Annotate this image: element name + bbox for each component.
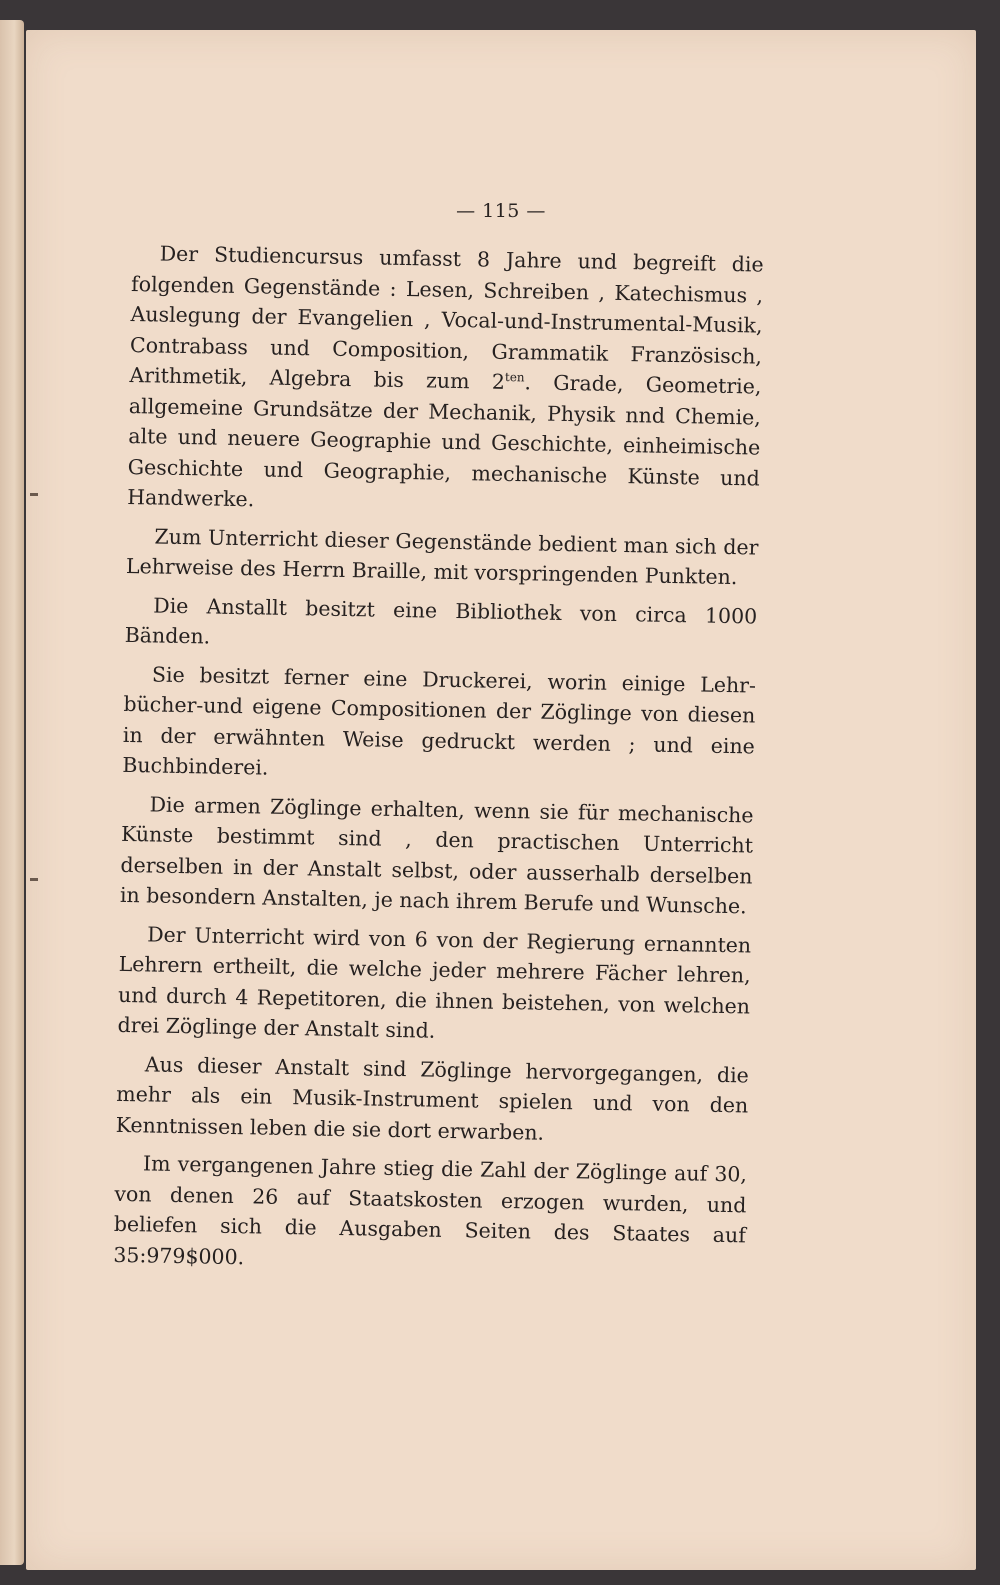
margin-mark	[30, 878, 38, 881]
paragraph-printing: Sie besitzt ferner eine Druckerei, worin einige Lehrbücher-und eigene Compositionen der Zöglinge von diesen in der erwähnten Weise gedruckt werden ; und eine Buchbinderei.	[122, 661, 757, 780]
paragraph-teachers: Der Unterricht wird von 6 von der Regierung ernannten Lehrern ertheilt, die welche jeder mehrere Fächer lehren, und durch 4 Repetitoren, die ihnen beistehen, von welchen drei Zöglinge der Anstalt sind.	[117, 921, 752, 1043]
previous-page-edge	[0, 20, 24, 1565]
book-page	[26, 30, 976, 1570]
paragraph-graduates: Aus dieser Anstalt sind Zöglinge hervorgegangen, die mehr als ein Musik-Instrument spielen und von den Kenntnissen leben die sie dort erwarben.	[115, 1051, 749, 1145]
margin-mark	[30, 493, 38, 496]
paragraph-curriculum	[127, 238, 764, 524]
body-text	[113, 238, 764, 1281]
paragraph-costs: Im vergangenen Jahre stieg die Zahl der Zöglinge auf 30, von denen 26 auf Staatskosten erzogen wurden, und beliefen sich die Ausgaben Seiten des Staates auf 35:979$000.	[113, 1151, 748, 1269]
paragraph-text: Der Studiencursus umfasst 8 Jahre und begreift die folgenden Gegenstände : Lesen, Schreiben , Katechismus , Auslegung der Evangelien , Vocal-und-Instrumental-Musik, Contrabass und Composition, Grammatik Französisch, Arithmetik, Algebra bis zum 2	[129, 241, 764, 394]
paragraph-braille: Zum Unterricht dieser Gegenstände bedient man sich der Lehrweise des Herrn Braille, mit vorspringenden Punkten.	[125, 523, 759, 590]
paragraph-text: . Grade, Geometrie, allgemeine Grundsätze der Mechanik, Physik nnd Chemie, alte und neuere Geographie und Geschichte, einheimische Geschichte und Geographie, mechanische Künste und Handwerke.	[127, 370, 762, 512]
page-number: — 115 —	[456, 200, 546, 222]
superscript: ten	[504, 370, 525, 385]
paragraph-library: Die Anstallt besitzt eine Bibliothek von circa 1000 Bänden.	[124, 592, 758, 649]
paragraph-crafts: Die armen Zöglinge erhalten, wenn sie für mechanische Künste bestimmt sind , den practischen Unterricht derselben in der Anstalt selbst, oder ausserhalb derselben in besondern Anstalten, je nach ihrem Berufe und Wunsche.	[119, 791, 754, 919]
